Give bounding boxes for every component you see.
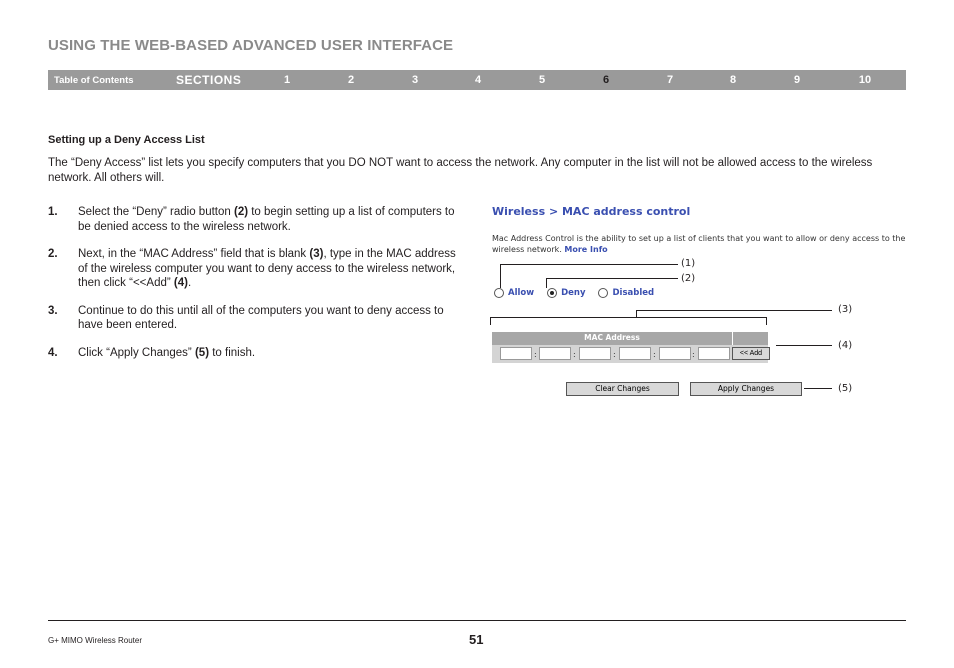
mac-separator: : [653, 350, 656, 359]
radio-label: Deny [561, 288, 586, 298]
description-text: Mac Address Control is the ability to set up a list of clients that you want to allow or deny access to the wireless network. [492, 234, 906, 254]
step-number: 4. [48, 346, 58, 359]
section-navigation-bar [48, 70, 906, 90]
callout-label-3: (3) [838, 304, 853, 315]
section-link-2[interactable]: 2 [347, 74, 355, 86]
allow-radio-option[interactable] [494, 288, 534, 298]
callout-label-4: (4) [838, 340, 853, 351]
section-link-3[interactable]: 3 [411, 74, 419, 86]
page-number: 51 [469, 632, 484, 647]
step-item [48, 304, 460, 333]
intro-paragraph: The “Deny Access” list lets you specify computers that you DO NOT want to access the network. Any computer in the list will not be allowed access to the wireless network. All others will. [48, 157, 873, 184]
mac-octet-input-1[interactable] [500, 347, 532, 360]
step-text: to finish. [209, 346, 256, 359]
step-number: 2. [48, 248, 58, 260]
mac-separator: : [534, 350, 537, 359]
sections-label: SECTIONS [176, 73, 242, 87]
callout-line-3 [636, 310, 637, 317]
callout-line-4 [776, 345, 832, 346]
page-header-title: USING THE WEB-BASED ADVANCED USER INTERFACE [48, 37, 454, 54]
section-link-4[interactable]: 4 [474, 74, 482, 86]
step-text: . [187, 277, 192, 289]
callout-line-5 [804, 388, 832, 389]
callout-bracket-3 [490, 317, 491, 325]
callout-label-2: (2) [681, 273, 696, 284]
mac-address-header [492, 332, 768, 345]
apply-changes-button[interactable]: Apply Changes [690, 382, 802, 396]
screenshot-description [492, 233, 910, 255]
mac-separator: : [573, 350, 576, 359]
step-text: Select the “Deny” radio button [78, 206, 234, 218]
callout-line-1 [500, 264, 501, 288]
mac-control-screenshot [490, 200, 910, 410]
callout-line-1 [500, 264, 678, 265]
step-text: Continue to do this until all of the computers you want to deny access to have been entered. [78, 304, 444, 331]
clear-changes-button[interactable]: Clear Changes [566, 382, 679, 396]
step-ref: (4) [173, 277, 188, 289]
step-number: 3. [48, 304, 58, 317]
callout-bracket-3 [490, 317, 767, 318]
callout-bracket-3 [766, 317, 767, 325]
step-item [48, 247, 460, 291]
radio-selected-icon[interactable] [547, 288, 557, 298]
radio-label: Disabled [612, 288, 655, 298]
section-link-10[interactable]: 10 [858, 74, 872, 86]
mac-octet-input-4[interactable] [619, 347, 651, 360]
mac-octet-input-3[interactable] [579, 347, 611, 360]
section-link-8[interactable]: 8 [729, 74, 737, 86]
section-link-5[interactable]: 5 [538, 74, 546, 86]
mac-address-header-label: MAC Address [584, 333, 640, 342]
step-text: , type in the MAC address of the wireless computer you want to deny access to the wireless network, then click “<<Add” [78, 248, 456, 289]
footer-product-name: G+ MIMO Wireless Router [48, 636, 143, 645]
mac-separator: : [613, 350, 616, 359]
step-ref: (5) [194, 346, 210, 359]
section-link-1[interactable]: 1 [283, 74, 291, 86]
radio-label: Allow [508, 288, 535, 298]
table-of-contents-link[interactable]: Table of Contents [54, 75, 134, 86]
header-divider [732, 332, 733, 345]
callout-line-2 [546, 278, 678, 279]
step-ref: (2) [233, 206, 249, 218]
add-mac-button[interactable]: << Add [732, 347, 770, 360]
callout-label-1: (1) [681, 258, 696, 269]
section-link-6[interactable]: 6 [602, 74, 610, 86]
step-item [48, 346, 460, 361]
mac-octet-input-5[interactable] [659, 347, 691, 360]
step-ref: (3) [309, 248, 324, 260]
disabled-radio-option[interactable] [598, 288, 654, 298]
section-link-7[interactable]: 7 [666, 74, 674, 86]
step-text: to begin setting up a list of computers to be denied access to the wireless network. [78, 206, 455, 233]
mac-address-input-row [492, 345, 768, 363]
mac-separator: : [692, 350, 695, 359]
more-info-link[interactable]: More Info [564, 245, 608, 254]
access-mode-radio-group [494, 288, 664, 301]
radio-circle-icon[interactable] [494, 288, 504, 298]
mac-octet-input-6[interactable] [698, 347, 730, 360]
radio-circle-icon[interactable] [598, 288, 608, 298]
callout-label-5: (5) [838, 383, 853, 394]
callout-line-2 [546, 278, 547, 288]
callout-line-3 [636, 310, 832, 311]
step-text: Click “Apply Changes” [78, 346, 195, 359]
footer-divider [48, 620, 906, 621]
steps-list [48, 205, 460, 373]
step-item [48, 205, 460, 234]
section-title: Setting up a Deny Access List [48, 134, 205, 146]
step-text: Next, in the “MAC Address” field that is blank [78, 248, 310, 260]
deny-radio-option[interactable] [547, 288, 585, 298]
section-link-9[interactable]: 9 [793, 74, 801, 86]
step-number: 1. [48, 206, 58, 218]
screenshot-title: Wireless > MAC address control [492, 205, 691, 218]
mac-octet-input-2[interactable] [539, 347, 571, 360]
